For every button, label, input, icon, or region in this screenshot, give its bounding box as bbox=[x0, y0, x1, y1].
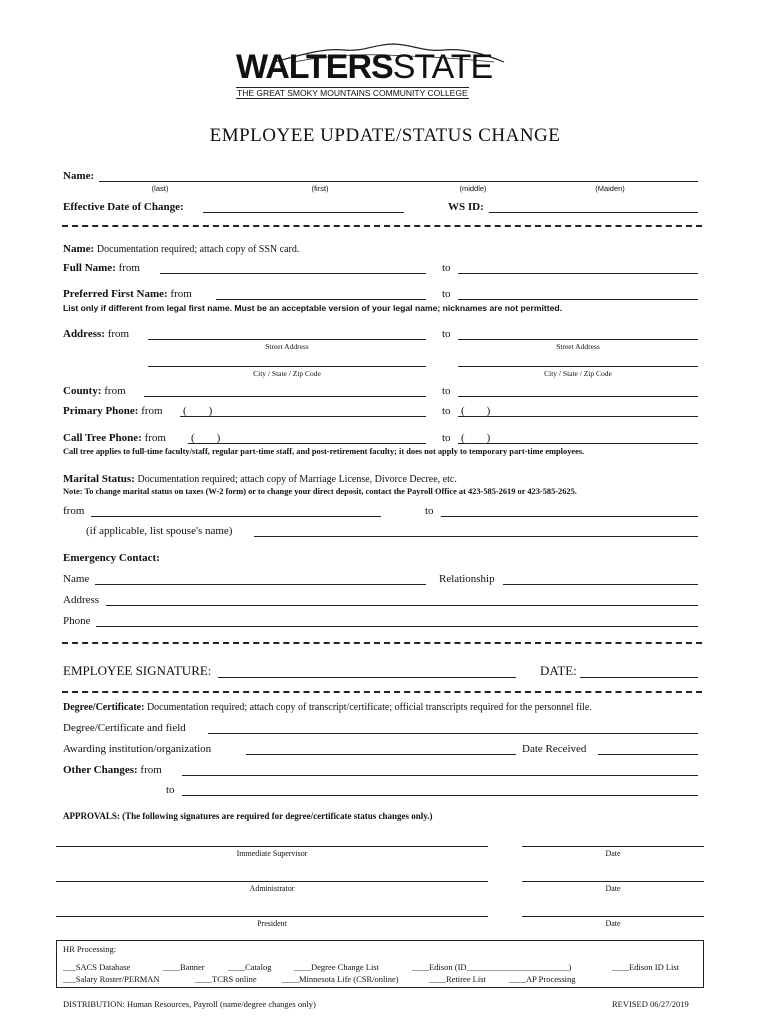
other-changes-from: from bbox=[140, 764, 162, 776]
supervisor-caption: Immediate Supervisor bbox=[236, 849, 308, 858]
approvals-title: APPROVALS: (The following signatures are required for degree/certificate status changes only.) bbox=[63, 811, 433, 821]
call-tree-to-field[interactable] bbox=[458, 443, 698, 444]
name-label: Name: bbox=[63, 170, 95, 182]
address-from-street-caption: Street Address bbox=[265, 342, 309, 351]
primary-phone-to-field[interactable] bbox=[458, 416, 698, 417]
other-changes-from-field[interactable] bbox=[182, 775, 698, 776]
section-divider bbox=[62, 225, 702, 227]
marital-from: from bbox=[63, 505, 85, 517]
logo-name-bold: WALTERS bbox=[236, 48, 393, 86]
hr-item-edison-id-list[interactable]: ____Edison ID List bbox=[612, 962, 680, 972]
primary-phone-label: Primary Phone: bbox=[63, 405, 139, 417]
preferred-name-row bbox=[63, 288, 192, 300]
other-changes-to: to bbox=[166, 784, 175, 796]
supervisor-signature-field[interactable] bbox=[56, 846, 488, 847]
hr-item-tcrs[interactable]: ____TCRS online bbox=[195, 974, 257, 984]
ws-id-field[interactable] bbox=[489, 212, 698, 213]
emergency-phone-label: Phone bbox=[63, 615, 91, 627]
preferred-name-note: List only if different from legal first name. Must be an acceptable version of your legal name; nicknames are not permitted. bbox=[63, 303, 563, 313]
marital-label: Marital Status: bbox=[63, 473, 135, 485]
primary-phone-from-parens: ( ) bbox=[183, 405, 213, 417]
logo-name-light: STATE bbox=[392, 48, 493, 86]
county-to-field[interactable] bbox=[458, 396, 698, 397]
primary-phone-row bbox=[63, 405, 163, 417]
ws-id-label: WS ID: bbox=[448, 201, 484, 213]
institution-field[interactable] bbox=[246, 754, 516, 755]
name-sub-maiden: (Maiden) bbox=[595, 184, 625, 193]
call-tree-from: from bbox=[144, 432, 166, 444]
hr-item-salary-roster[interactable]: ___Salary Roster/PERMAN bbox=[63, 974, 160, 984]
other-changes-to-field[interactable] bbox=[182, 795, 698, 796]
preferred-name-to-field[interactable] bbox=[458, 299, 698, 300]
president-date-field[interactable] bbox=[522, 916, 704, 917]
primary-phone-from: from bbox=[141, 405, 163, 417]
name-sub-first: (first) bbox=[311, 184, 329, 193]
call-tree-label: Call Tree Phone: bbox=[63, 432, 142, 444]
name-field[interactable] bbox=[99, 181, 698, 182]
degree-doc: Documentation required; attach copy of transcript/certificate; official transcripts required for the personnel file. bbox=[146, 702, 592, 713]
full-name-row bbox=[63, 262, 140, 274]
full-name-from-field[interactable] bbox=[160, 273, 426, 274]
county-row bbox=[63, 385, 126, 397]
hr-item-degree-change-list[interactable]: ____Degree Change List bbox=[294, 962, 379, 972]
address-from-street-field[interactable] bbox=[148, 339, 426, 340]
address-from: from bbox=[107, 328, 130, 340]
primary-phone-to: to bbox=[442, 405, 451, 417]
institution-label: Awarding institution/organization bbox=[63, 743, 212, 755]
hr-item-minnesota-life[interactable]: ____Minnesota Life (CSR/online) bbox=[282, 974, 399, 984]
address-to-city-caption: City / State / Zip Code bbox=[544, 369, 612, 378]
marital-row bbox=[63, 473, 457, 485]
college-logo bbox=[234, 40, 526, 100]
name-sub-middle: (middle) bbox=[459, 184, 487, 193]
address-to-street-caption: Street Address bbox=[556, 342, 600, 351]
section-divider bbox=[62, 691, 702, 693]
administrator-date-caption: Date bbox=[605, 884, 621, 893]
section-divider bbox=[62, 642, 702, 644]
supervisor-date-caption: Date bbox=[605, 849, 621, 858]
address-label: Address: bbox=[63, 328, 105, 340]
emergency-phone-field[interactable] bbox=[96, 626, 698, 627]
administrator-caption: Administrator bbox=[249, 884, 295, 893]
address-to: to bbox=[442, 328, 451, 340]
full-name-from: from bbox=[118, 262, 140, 274]
emergency-relationship-label: Relationship bbox=[439, 573, 495, 585]
call-tree-note: Call tree applies to full-time faculty/staff, regular part-time staff, and post-retirement faculty; it does not apply to temporary part-time employees. bbox=[63, 447, 585, 456]
other-changes-row bbox=[63, 764, 162, 776]
address-to-street-field[interactable] bbox=[458, 339, 698, 340]
emergency-name-field[interactable] bbox=[95, 584, 426, 585]
effective-date-label: Effective Date of Change: bbox=[63, 201, 184, 213]
degree-field-input[interactable] bbox=[208, 733, 698, 734]
signature-date-field[interactable] bbox=[580, 677, 698, 678]
address-from-city-field[interactable] bbox=[148, 366, 426, 367]
marital-note: Note: To change marital status on taxes (W-2 form) or to change your direct deposit, contact the Payroll Office at 423-585-2619 or 423-585-2625. bbox=[63, 487, 577, 496]
emergency-address-field[interactable] bbox=[106, 605, 698, 606]
emergency-name-label: Name bbox=[63, 573, 90, 585]
date-received-field[interactable] bbox=[598, 754, 698, 755]
county-label: County: bbox=[63, 385, 102, 397]
signature-date-label: DATE: bbox=[540, 663, 577, 678]
hr-item-edison-id[interactable]: ____Edison (ID________________________) bbox=[412, 962, 572, 972]
president-signature-field[interactable] bbox=[56, 916, 488, 917]
spouse-label: (if applicable, list spouse's name) bbox=[86, 525, 233, 537]
full-name-to-field[interactable] bbox=[458, 273, 698, 274]
hr-item-sacs[interactable]: ___SACS Database bbox=[63, 962, 131, 972]
name-section-note: Documentation required; attach copy of SSN card. bbox=[96, 244, 300, 255]
hr-processing-title: HR Processing: bbox=[63, 944, 117, 954]
call-tree-from-field[interactable] bbox=[188, 443, 426, 444]
effective-date-field[interactable] bbox=[203, 212, 404, 213]
name-section-header bbox=[63, 243, 299, 255]
logo-tagline: THE GREAT SMOKY MOUNTAINS COMMUNITY COLLEGE bbox=[237, 88, 468, 98]
preferred-name-label: Preferred First Name: bbox=[63, 288, 168, 300]
preferred-name-from-field[interactable] bbox=[216, 299, 426, 300]
call-tree-row bbox=[63, 432, 166, 444]
spouse-field[interactable] bbox=[254, 536, 698, 537]
county-from-field[interactable] bbox=[144, 396, 426, 397]
distribution-note: DISTRIBUTION: Human Resources, Payroll (name/degree changes only) bbox=[63, 999, 316, 1009]
call-tree-from-parens: ( ) bbox=[191, 432, 221, 444]
primary-phone-to-parens: ( ) bbox=[461, 405, 491, 417]
primary-phone-from-field[interactable] bbox=[180, 416, 426, 417]
address-from-city-caption: City / State / Zip Code bbox=[253, 369, 321, 378]
full-name-label: Full Name: bbox=[63, 262, 116, 274]
emergency-relationship-field[interactable] bbox=[503, 584, 698, 585]
full-name-to: to bbox=[442, 262, 451, 274]
emergency-title: Emergency Contact: bbox=[63, 552, 160, 564]
hr-item-catalog[interactable]: ____Catalog bbox=[228, 962, 272, 972]
marital-from-field[interactable] bbox=[91, 516, 381, 517]
administrator-signature-field[interactable] bbox=[56, 881, 488, 882]
call-tree-to-parens: ( ) bbox=[461, 432, 491, 444]
form-title: EMPLOYEE UPDATE/STATUS CHANGE bbox=[209, 125, 561, 146]
hr-item-ap-processing[interactable]: ____AP Processing bbox=[509, 974, 576, 984]
administrator-date-field[interactable] bbox=[522, 881, 704, 882]
call-tree-to: to bbox=[442, 432, 451, 444]
other-changes-label: Other Changes: bbox=[63, 764, 138, 776]
degree-field-label: Degree/Certificate and field bbox=[63, 722, 186, 734]
revised-date: REVISED 06/27/2019 bbox=[612, 999, 689, 1009]
preferred-name-to: to bbox=[442, 288, 451, 300]
supervisor-date-field[interactable] bbox=[522, 846, 704, 847]
employee-signature-label: EMPLOYEE SIGNATURE: bbox=[63, 663, 212, 678]
president-date-caption: Date bbox=[605, 919, 621, 928]
president-caption: President bbox=[257, 919, 287, 928]
county-from: from bbox=[104, 385, 126, 397]
address-to-city-field[interactable] bbox=[458, 366, 698, 367]
name-section-label: Name: bbox=[63, 243, 95, 255]
degree-label: Degree/Certificate: bbox=[63, 702, 145, 713]
name-sub-last: (last) bbox=[151, 184, 169, 193]
address-row bbox=[63, 328, 129, 340]
marital-to: to bbox=[425, 505, 434, 517]
degree-row bbox=[63, 702, 592, 713]
hr-item-retiree-list[interactable]: ____Retiree List bbox=[429, 974, 486, 984]
emergency-address-label: Address bbox=[63, 594, 100, 606]
employee-signature-field[interactable] bbox=[218, 677, 516, 678]
marital-doc: Documentation required; attach copy of Marriage License, Divorce Decree, etc. bbox=[137, 474, 457, 485]
hr-item-banner[interactable]: ____Banner bbox=[163, 962, 205, 972]
county-to: to bbox=[442, 385, 451, 397]
marital-to-field[interactable] bbox=[441, 516, 698, 517]
date-received-label: Date Received bbox=[522, 743, 587, 755]
preferred-name-from: from bbox=[170, 288, 192, 300]
hr-processing-box bbox=[56, 940, 704, 988]
